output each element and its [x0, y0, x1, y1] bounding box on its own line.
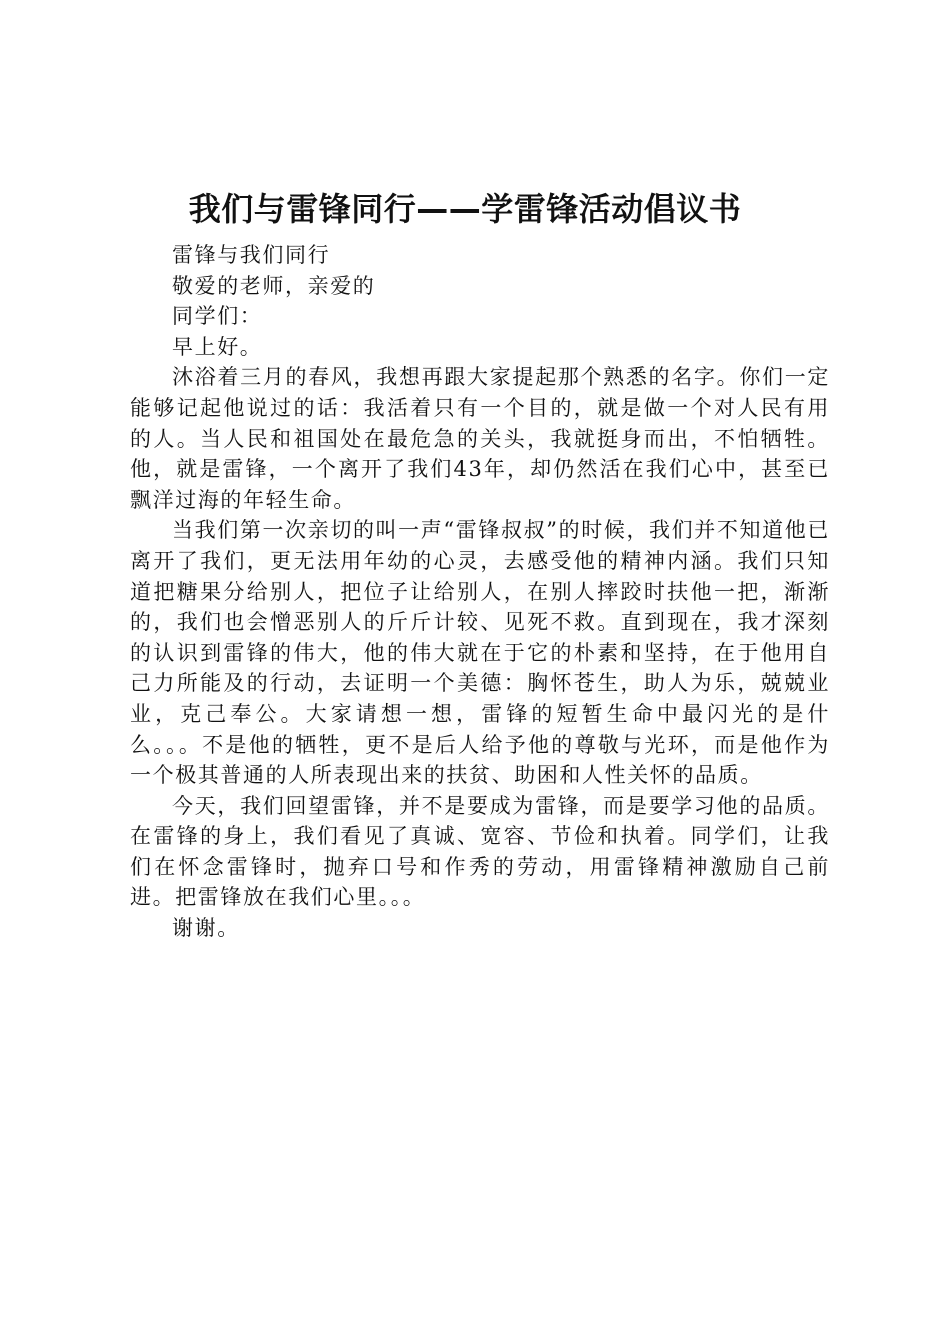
paragraph-body-2: 当我们第一次亲切的叫一声“雷锋叔叔”的时候，我们并不知道他已离开了我们，更无法用年幼的心灵，去感受他的精神内涵。我们只知道把糖果分给别人，把位子让给别人，在别人摔跤时扶他一把，渐渐的，我们也会憎恶别人的斤斤计较、见死不救。直到现在，我才深刻的认识到雷锋的伟大，他的伟大就在于它的朴素和坚持，在于他用自己力所能及的行动，去证明一个美德：胸怀苍生，助人为乐，兢兢业业，克己奉公。大家请想一想，雷锋的短暂生命中最闪光的是什么。。。不是他的牺牲，更不是后人给予他的尊敬与光环，而是他作为一个极其普通的人所表现出来的扶贫、助困和人性关怀的品质。	[130, 518, 830, 788]
paragraph-thanks: 谢谢。	[172, 916, 240, 941]
paragraph-body-1: 沐浴着三月的春风，我想再跟大家提起那个熟悉的名字。你们一定能够记起他说过的话：我活着只有一个目的，就是做一个对人民有用的人。当人民和祖国处在最危急的关头，我就挺身而出，不怕牺牲。他，就是雷锋，一个离开了我们43年，却仍然活在我们心中，甚至已飘洋过海的年轻生命。	[130, 365, 830, 512]
paragraph-greeting-students: 同学们：	[172, 304, 263, 329]
paragraph-good-morning: 早上好。	[172, 334, 263, 359]
paragraph-body-3: 今天，我们回望雷锋，并不是要成为雷锋，而是要学习他的品质。在雷锋的身上，我们看见了真诚、宽容、节俭和执着。同学们，让我们在怀念雷锋时，抛弃口号和作秀的劳动，用雷锋精神激励自己前进。把雷锋放在我们心里。。。	[130, 793, 830, 910]
document-page	[130, 188, 830, 944]
paragraph-subtitle: 雷锋与我们同行	[172, 243, 331, 267]
document-title: 我们与雷锋同行——学雷锋活动倡议书	[188, 190, 742, 228]
document-body	[130, 240, 830, 944]
paragraph-greeting-teachers: 敬爱的老师，亲爱的	[172, 273, 376, 298]
